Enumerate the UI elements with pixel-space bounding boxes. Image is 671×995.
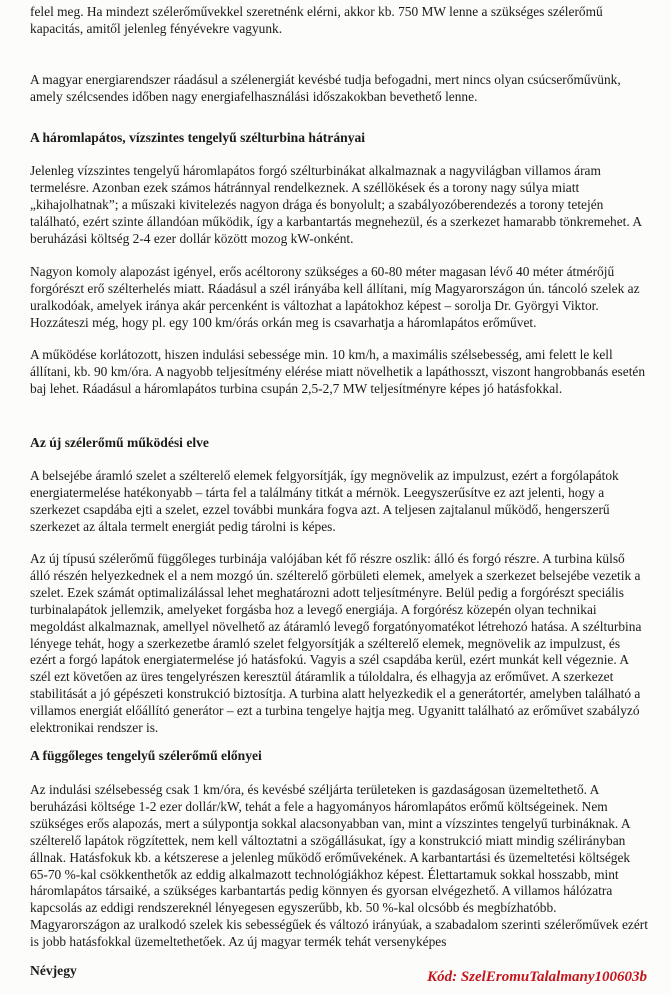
paragraph-limited-operation: A működése korlátozott, hiszen indulási sebessége min. 10 km/h, a maximális szélsebesség, ami felett le kell állítani, kb. 90 km/óra. A nagyobb teljesítmény elérése miatt növelhetik a lapáthosszt, viszont hangrobbanás esetén baj lehet. Ráadásul a háromlapátos turbina csupán 2,5-2,7 MW teljesítményre képes jó hatásfokkal.: [30, 347, 646, 396]
heading-vertical-advantages: A függőleges tengelyű szélerőmű előnyei: [30, 748, 262, 763]
heading-new-principle: Az új szélerőmű működési elve: [30, 435, 209, 450]
heading-business-card: Névjegy: [30, 963, 77, 978]
paragraph-horizontal-turbines: Jelenleg vízszintes tengelyű háromlapátos forgó szélturbinákat alkalmaznak a nagyvilágban villamos áram termelésre. Azonban ezek számos hátránnyal rendelkeznek. A széllökések és a torony nagy súlya miatt „kihajolhatnak”; a műszaki kivitelezés nagyon drága és bonyolult; a szabályozóberendezés a torony tetején található, ezért szinte állandóan működik, így a karbantartás megnehezül, és a szerkezet hamarabb tönkremehet. A beruházási költség 2-4 ezer dollár között mozog kW-onként.: [30, 163, 642, 246]
paragraph-vertical-turbine: Az új típusú szélerőmű függőleges turbinája valójában két fő részre oszlik: álló és forgó részre. A turbina külső álló részén helyezkednek el a nem mozgó ún. szélterelő görbületi elemek, amelyek a szerkezet belsejébe vezetik a szelet. Ezek számát optimalizálással lehet meghatározni adott teljesítményre. Belül pedig a forgórészt speciális turbinalapátok jellemzik, amelyeket forgásba hoz a levegő energiája. A forgórész közepén olyan technikai megoldást alkalmaznak, amellyel növelhető az átáramló levegő forgatónyomatékot létrehozó hatása. A szélturbina lényege tehát, hogy a szerkezetbe áramló szelet felgyorsítják a szélterelő elemek, megnövelik az impulzust, és ezért a forgó lapátok energiatermelése jó hatásfokú. Vagyis a szél csapdába kerül, ezért munkát kell végeznie. A szél ezt követően az üres tengelyrészen keresztül átáramlik a túloldalra, és elhagyja az erőművet. A szerkezet stabilitását a jó gépészeti konstrukció biztosítja. A turbina alatt helyezkedik el a generátortér, amelyben található a villamos energiát előállító generátor – ezt a turbina tengelye hajtja meg. Ugyanitt található az erőművet szabályzó elektronikai rendszer is.: [30, 551, 642, 736]
paragraph-foundation: Nagyon komoly alapozást igényel, erős acéltorony szükséges a 60-80 méter magasan lévő 40 méter átmérőjű forgórészt erő szélterhelés miatt. Ráadásul a szél irányába kell állítani, míg Magyarországon ún. táncoló szelek az uralkodóak, amelyek iránya akár percenként is változhat a lapátokhoz képest – sorolja Dr. Györgyi Viktor. Hozzáteszi még, hogy pl. egy 100 km/órás orkán meg is csavarhatja a háromlapátos erőművet.: [30, 264, 640, 330]
paragraph-energy-system: A magyar energiarendszer ráadásul a szélenergiát kevésbé tudja befogadni, mert nincs olyan csúcserőművünk, amely szélcsendes időben nagy energiafelhasználási időszakokban bevethető lenne.: [30, 72, 621, 104]
document-code: Kód: SzelEromuTalalmany100603b: [427, 969, 647, 985]
heading-three-blade-drawbacks: A háromlapátos, vízszintes tengelyű szélturbina hátrányai: [30, 130, 366, 145]
paragraph-wind-trap: A belsejébe áramló szelet a szélterelő elemek felgyorsítják, így megnövelik az impulzust, ezért a forgólapátok energiatermelése hatékonyabb – tárta fel a találmány titkát a mérnök. Leegyszerűsítve ez azt jelenti, hogy a szerkezet csapdába ejti a szelet, ezzel további munkára fogva azt. A teljesen zajtalanul működő, hengerszerű szerkezet az általa termelt energiát pedig tárolni is képes.: [30, 468, 619, 534]
paragraph-capacity: felel meg. Ha mindezt szélerőművekkel szeretnénk elérni, akkor kb. 750 MW lenne a szükséges szélerőmű kapacitás, amitől jelenleg fényévekre vagyunk.: [30, 4, 603, 36]
paragraph-advantages: Az indulási szélsebesség csak 1 km/óra, és kevésbé széljárta területeken is gazdaságosan üzemeltethető. A beruházási költsége 1-2 ezer dollár/kW, tehát a fele a hagyományos háromlapátos erőmű költségeinek. Nem szükséges erős alapozás, mert a súlypontja sokkal alacsonyabban van, mint a vízszintes tengelyű turbináknak. A szélterelő lapátok rögzítettek, nem kell változtatni a szögállásukat, így a konstrukció miatt mindig szélirányban állnak. Hatásfokuk kb. a kétszerese a jelenleg működő erőművekének. A karbantartási és üzemeltetési költségek 65-70 %-kal csökkenthetők az eddig alkalmazott technológiákhoz képest. Élettartamuk sokkal hosszabb, mint háromlapátos társaiké, a szükséges karbantartás pedig könnyen és gyorsan elvégezhető. A villamos hálózatra kapcsolás az eddigi rendszereknél lényegesen egyszerűbb, kb. 50 %-kal olcsóbb és megbízhatóbb. Magyarországon az uralkodó szelek kis sebességűek és változó irányúak, a szabadalom szerinti szélerőművek ezért is jobb hatásfokkal üzemeltethetőek. Az új magyar termék tehát versenyképes: [30, 782, 648, 950]
